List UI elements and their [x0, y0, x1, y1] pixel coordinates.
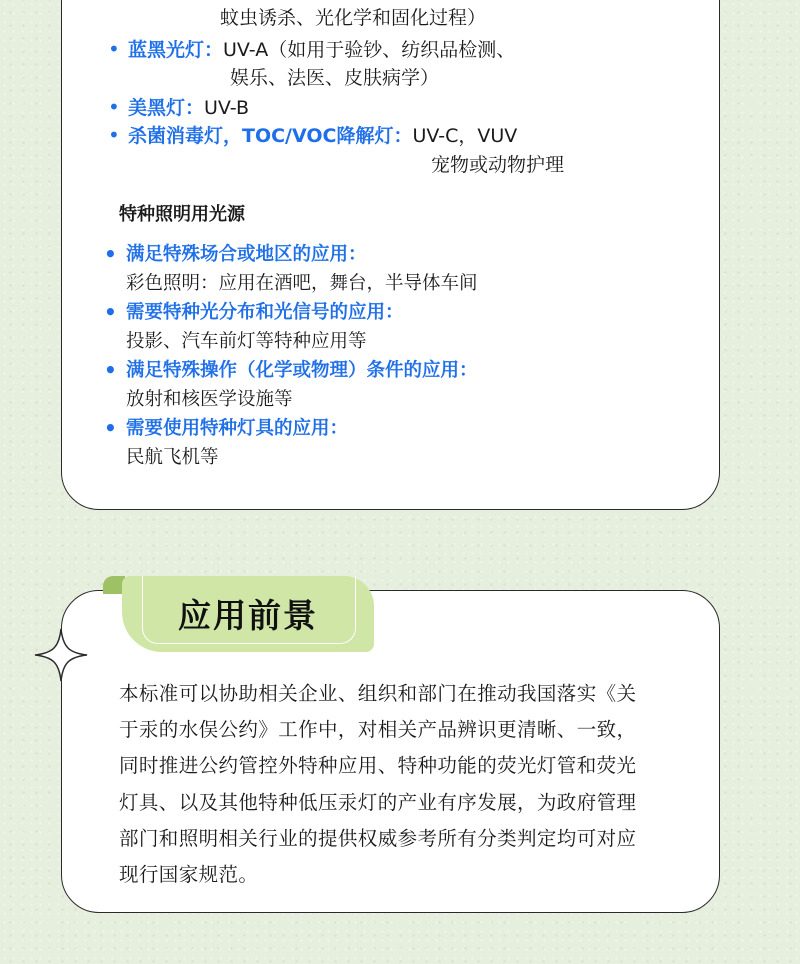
list-item-tanning — [128, 95, 249, 121]
paragraph-line: 同时推进公约管控外特种应用、特种功能的荧光灯管和荧光 — [119, 754, 637, 778]
item-label: 美黑灯： — [128, 97, 205, 119]
list-item — [126, 242, 478, 297]
list-item-germicidal — [128, 123, 517, 149]
list-item — [126, 358, 478, 413]
list-item — [126, 300, 404, 355]
item-label: 蓝黑光灯： — [128, 39, 224, 61]
classification-card — [61, 0, 720, 510]
list-item-blacklight-blue — [128, 37, 515, 63]
list-item — [126, 416, 348, 471]
item-title: • 需要使用特种灯具的应用： — [126, 416, 348, 442]
item-desc: 投影、汽车前灯等特种应用等 — [126, 331, 367, 352]
paragraph-line: 灯具、以及其他特种低压汞灯的产业有序发展，为政府管理 — [119, 790, 637, 814]
section-tab — [122, 576, 374, 652]
section-title: 应用前景 — [178, 596, 318, 635]
item-desc: 彩色照明：应用在酒吧，舞台，半导体车间 — [126, 273, 478, 294]
section-heading: 特种照明用光源 — [119, 204, 245, 225]
paragraph-line: 现行国家规范。 — [119, 863, 259, 887]
item-value: UV-C，VUV — [412, 125, 518, 147]
uv-continuation-line — [220, 5, 486, 31]
item-label: 杀菌消毒灯，TOC/VOC降解灯： — [128, 125, 413, 147]
prospect-paragraph — [119, 676, 679, 893]
paragraph-line: 于汞的水俣公约》工作中，对相关产品辨识更清晰、一致， — [119, 718, 637, 742]
item-value: UV-A（如用于验钞、纺织品检测、 — [223, 39, 516, 61]
paragraph-line: 部门和照明相关行业的提供权威参考所有分类判定均可对应 — [119, 826, 637, 850]
list-item-continuation — [431, 152, 564, 178]
paragraph-line: 本标准可以协助相关企业、组织和部门在推动我国落实《关 — [119, 682, 637, 705]
item-desc: 放射和核医学设施等 — [126, 389, 293, 410]
item-value: UV-B — [204, 97, 250, 119]
item-continuation: 娱乐、法医、皮肤病学） — [230, 67, 440, 89]
sparkle-star-icon — [33, 627, 89, 683]
item-title: • 满足特殊操作（化学或物理）条件的应用： — [126, 358, 478, 384]
item-title: • 满足特殊场合或地区的应用： — [126, 242, 478, 268]
item-desc: 民航飞机等 — [126, 447, 219, 468]
uv-text: 蚊虫诱杀、光化学和固化过程） — [220, 7, 487, 29]
list-item-continuation — [230, 65, 439, 91]
item-title: • 需要特种光分布和光信号的应用： — [126, 300, 404, 326]
item-continuation: 宠物或动物护理 — [431, 154, 565, 176]
